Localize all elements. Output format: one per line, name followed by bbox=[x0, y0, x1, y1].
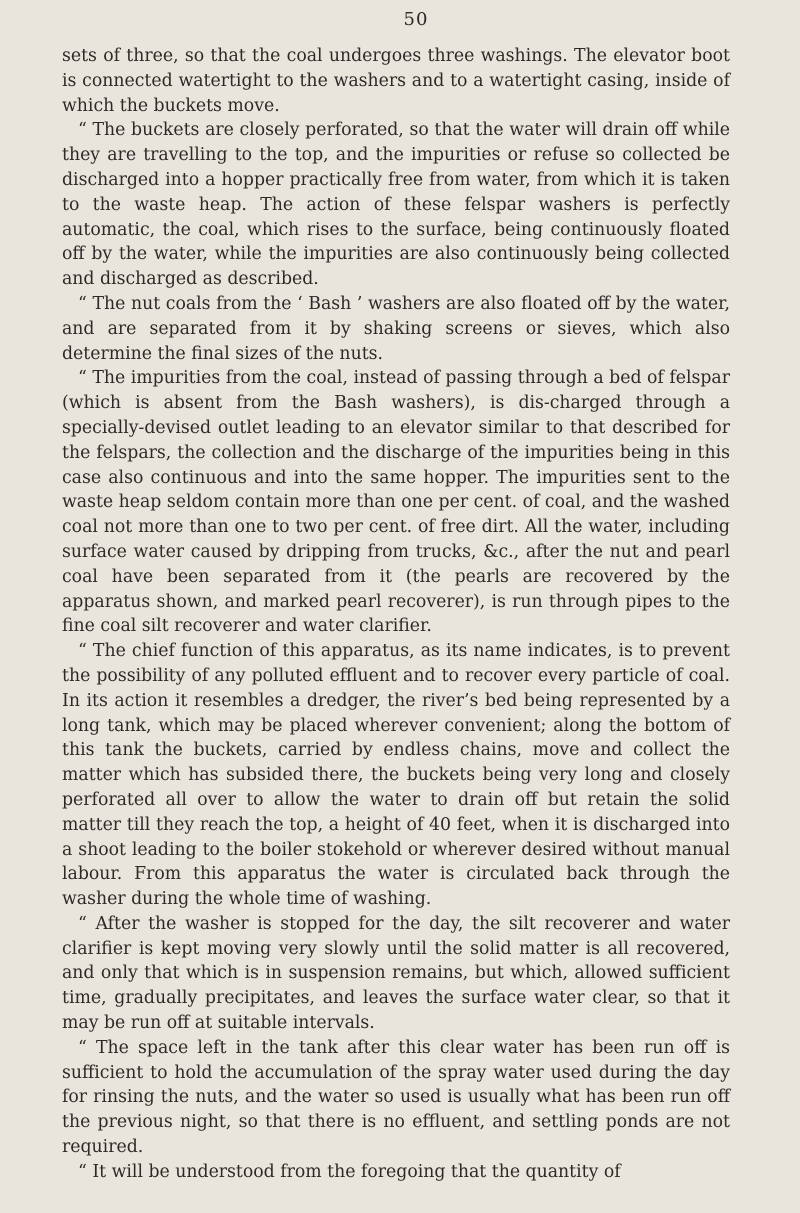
paragraph-impurities: “ The impurities from the coal, instead of passing through a bed of felspar (which is absent from the Bash washers), is dis-charged through a specially-devised outlet leading to an elevator similar to that described for the felspars, the collection and the discharge of the impurities being in this case also continuous and into the same hopper. The impurities sent to the waste heap seldom contain more than one per cent. of coal, and the washed coal not more than one to two per cent. of free dirt. All the water, including surface water caused by dripping from trucks, &c., after the nut and pearl coal have been separated from it (the pearls are recovered by the apparatus shown, and marked pearl recoverer), is run through pipes to the fine coal silt recoverer and water clarifier. bbox=[62, 368, 730, 637]
paragraph-space-left: “ The space left in the tank after this clear water has been run off is sufficient to hold the accumulation of the spray water used during the day for rinsing the nuts, and the water so used is usually what has been run off the previous night, so that there is no effluent, and settling ponds are not required. bbox=[62, 1037, 730, 1158]
body-text bbox=[62, 44, 730, 1185]
paragraph-chief-function: “ The chief function of this apparatus, as its name indicates, is to prevent the possibility of any polluted effluent and to recover every particle of coal. In its action it resembles a dredger, the river’s bed being represented by a long tank, which may be placed wherever convenient; along the bottom of this tank the buckets, carried by endless chains, move and collect the matter which has subsided there, the buckets being very long and closely perforated all over to allow the water to drain off but retain the solid matter till they reach the top, a height of 40 feet, when it is discharged into a shoot leading to the boiler stokehold or wherever desired without manual labour. From this apparatus the water is circulated back through the washer during the whole time of washing. bbox=[62, 641, 730, 910]
paragraph-continuation: sets of three, so that the coal undergoes three washings. The elevator boot is connected watertight to the washers and to a watertight casing, inside of which the buckets move. bbox=[62, 46, 730, 116]
page-number: 50 bbox=[403, 9, 429, 30]
paragraph-buckets: “ The buckets are closely perforated, so that the water will drain off while they are travelling to the top, and the impurities or refuse so collected be discharged into a hopper practically free from water, from which it is taken to the waste heap. The action of these felspar washers is perfectly automatic, the coal, which rises to the surface, being continuously floated off by the water, while the impurities are also continuously being collected and discharged as described. bbox=[62, 120, 730, 290]
paragraph-nut-coals: “ The nut coals from the ‘ Bash ’ washers are also floated off by the water, and are separated from it by shaking screens or sieves, which also determine the final sizes of the nuts. bbox=[62, 293, 730, 364]
paragraph-after-washer: “ After the washer is stopped for the day, the silt recoverer and water clarifier is kept moving very slowly until the solid matter is all recovered, and only that which is in suspension remains, but which, allowed sufficient time, gradually precipitates, and leaves the surface water clear, so that it may be run off at suitable intervals. bbox=[62, 913, 730, 1034]
paragraph-quantity: “ It will be understood from the foregoing that the quantity of bbox=[78, 1161, 621, 1182]
